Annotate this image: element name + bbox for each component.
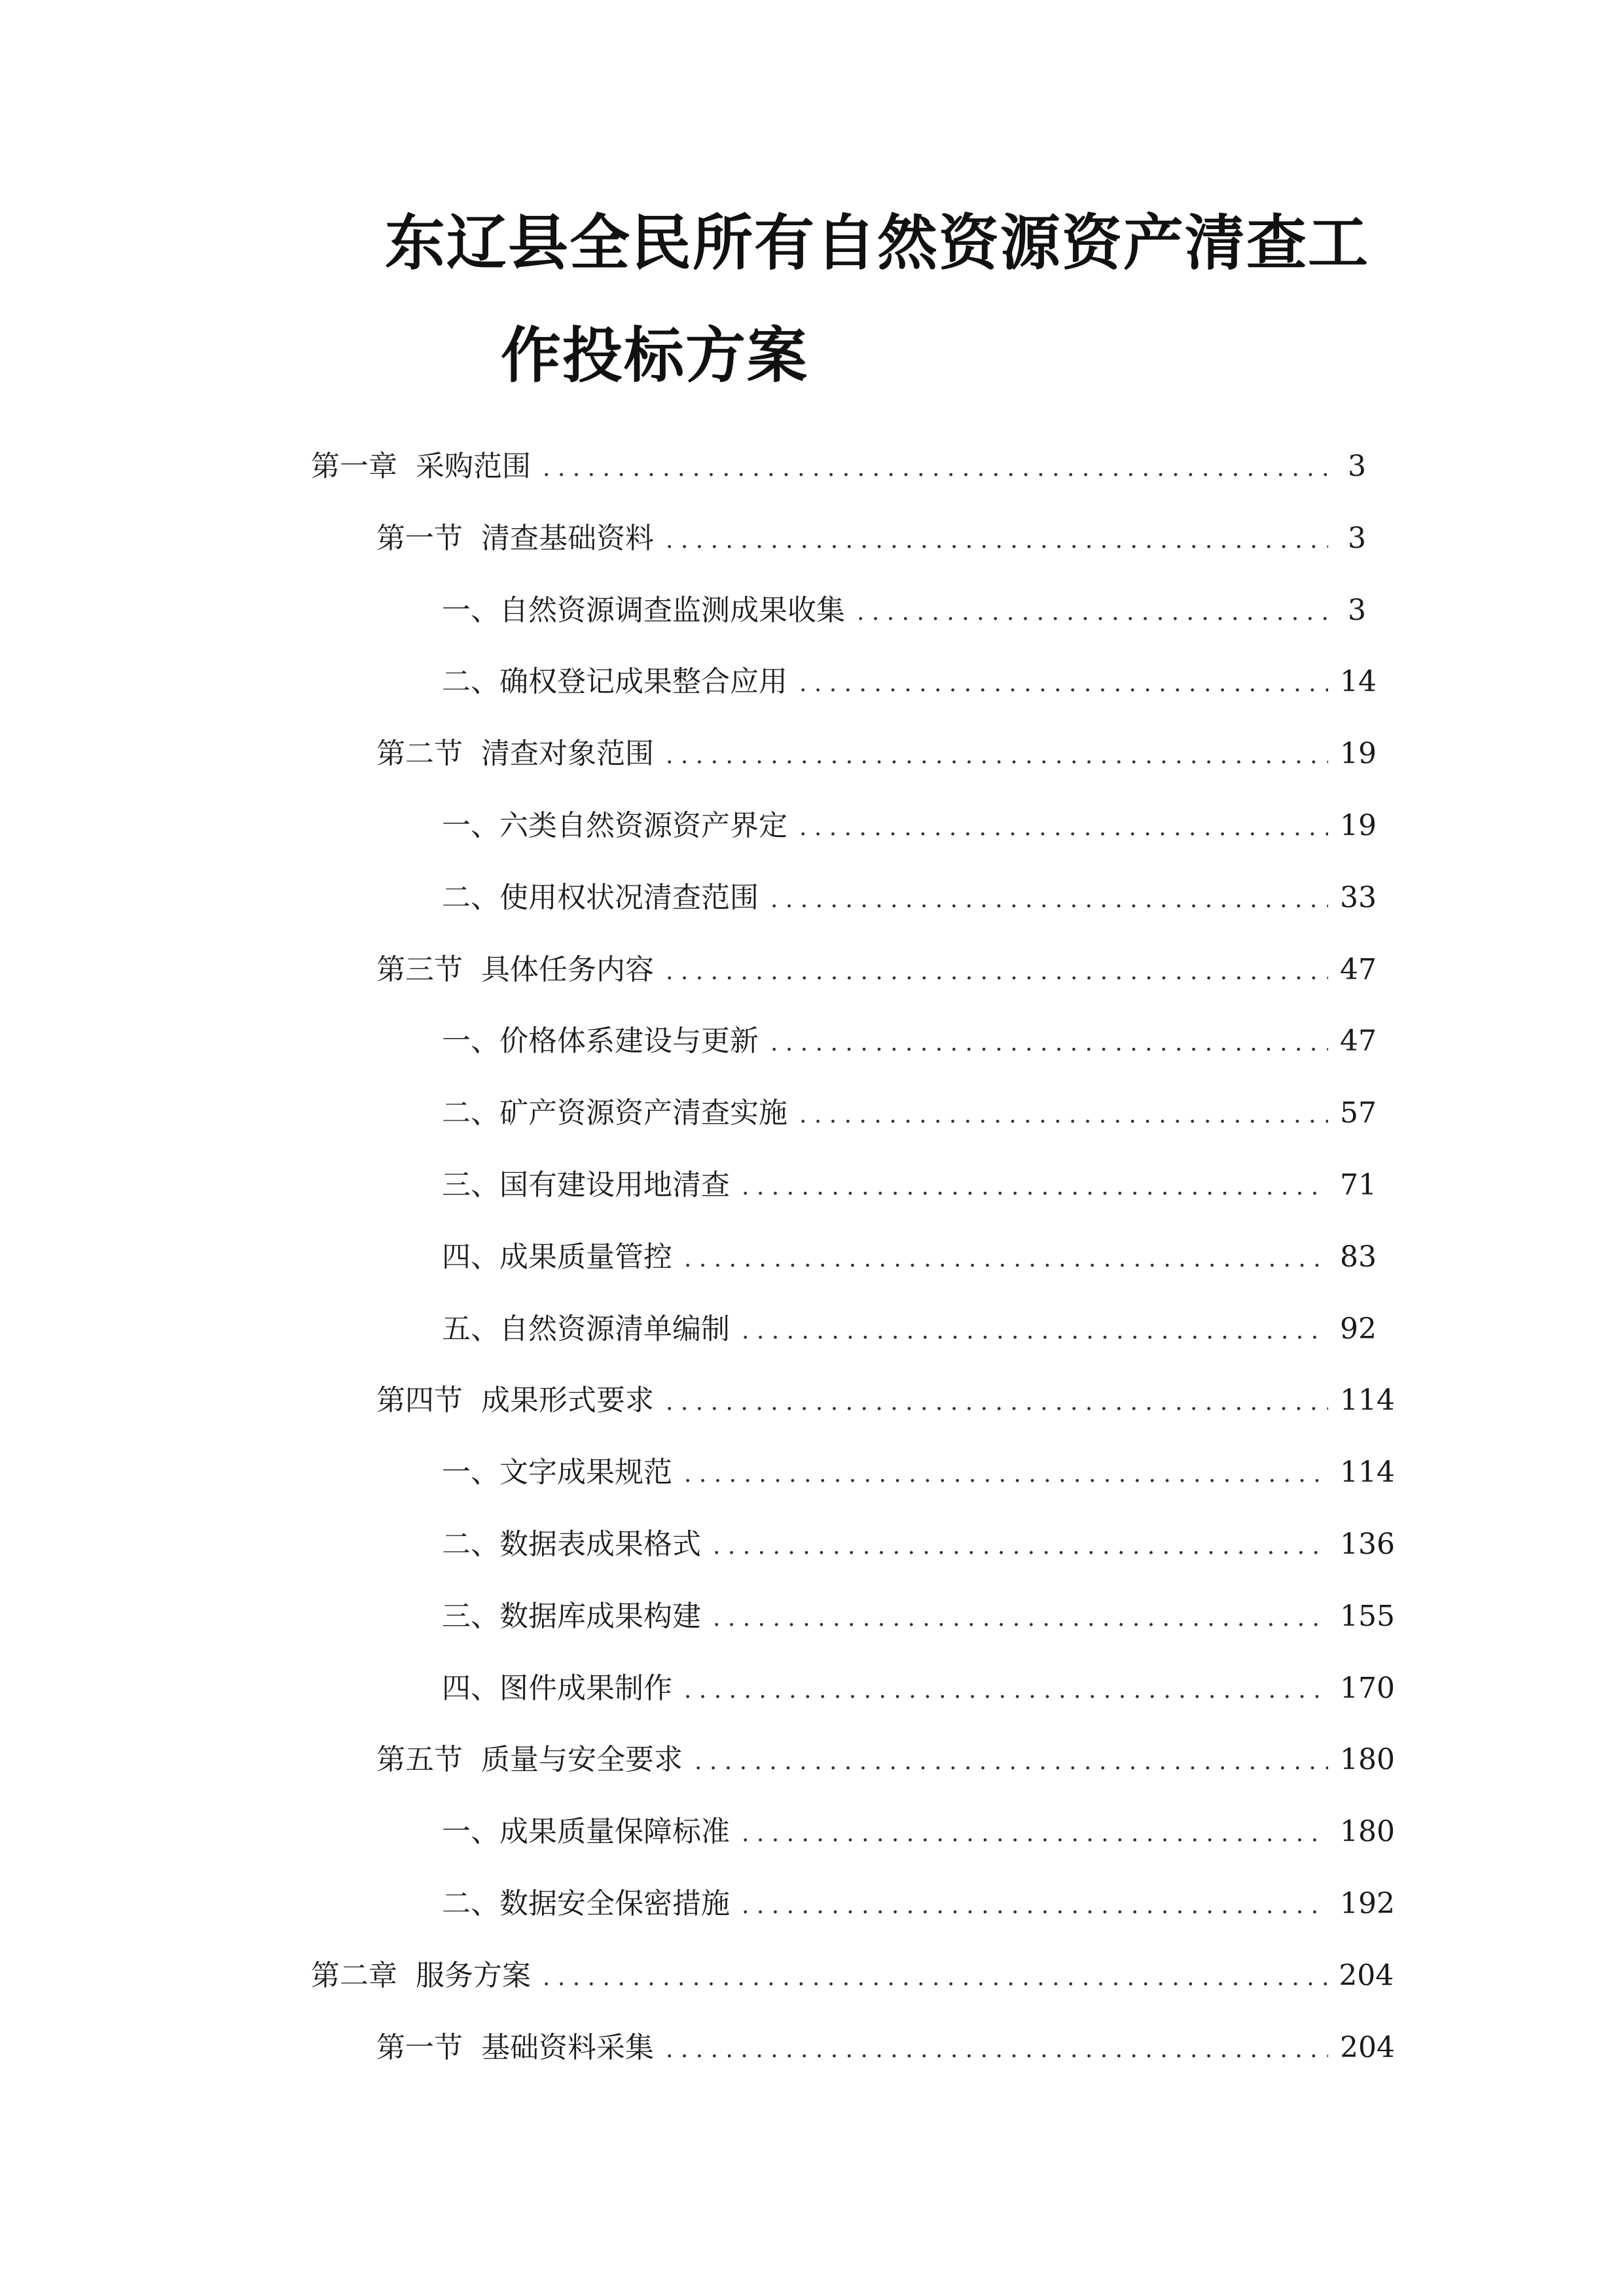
toc-entry-number: 二、 [442, 1887, 499, 1920]
toc-entry-page-number: 47 [1340, 1024, 1377, 1058]
toc-entry-page-number: 180 [1340, 1815, 1395, 1848]
toc-entry-number: 一、 [442, 594, 499, 627]
toc-entry-page-number: 3 [1348, 450, 1366, 483]
toc-entry-page-number: 136 [1340, 1528, 1395, 1561]
toc-entry-label: 六类自然资源资产界定 [499, 809, 787, 842]
toc-dot-leader [684, 1240, 1328, 1279]
toc-dot-leader [543, 1958, 1327, 1998]
toc-dot-leader [666, 952, 1328, 992]
toc-entry-label: 清查对象范围 [481, 737, 654, 770]
toc-dot-leader [742, 1886, 1328, 1926]
toc-entry[interactable] [376, 1740, 1395, 1780]
toc-dot-leader [770, 1024, 1328, 1063]
toc-dot-leader [799, 1096, 1328, 1135]
toc-entry-number: 一、 [442, 1024, 499, 1058]
toc-entry-number: 二、 [442, 881, 499, 914]
toc-entry[interactable] [376, 519, 1366, 558]
toc-entry[interactable] [442, 1597, 1395, 1636]
toc-entry-page-number: 155 [1340, 1600, 1395, 1633]
toc-entry-label: 服务方案 [416, 1959, 531, 1992]
toc-entry-label: 国有建设用地清查 [499, 1168, 730, 1202]
toc-entry-label: 成果质量保障标准 [499, 1815, 730, 1848]
toc-entry[interactable] [442, 1453, 1395, 1492]
toc-dot-leader [742, 1168, 1328, 1207]
toc-entry[interactable] [442, 1310, 1377, 1349]
toc-entry[interactable] [376, 950, 1377, 990]
toc-entry-page-number: 19 [1340, 737, 1377, 770]
toc-entry-label: 数据安全保密措施 [499, 1887, 730, 1920]
toc-entry-label: 质量与安全要求 [481, 1743, 683, 1776]
toc-entry-page-number: 170 [1340, 1672, 1395, 1705]
toc-entry-label: 使用权状况清查范围 [499, 881, 759, 914]
toc-entry-page-number: 47 [1340, 953, 1377, 986]
toc-entry-page-number: 192 [1340, 1887, 1395, 1920]
toc-entry-number: 一、 [442, 1456, 499, 1489]
toc-entry-label: 数据库成果构建 [499, 1600, 701, 1633]
toc-entry-page-number: 114 [1340, 1456, 1395, 1489]
toc-dot-leader [543, 449, 1328, 488]
toc-dot-leader [684, 1671, 1328, 1710]
toc-entry-number: 三、 [442, 1168, 499, 1202]
toc-entry-number: 二、 [442, 665, 499, 698]
toc-entry[interactable] [442, 878, 1377, 918]
toc-entry-label: 图件成果制作 [499, 1672, 672, 1705]
toc-entry-label: 成果质量管控 [499, 1240, 672, 1274]
toc-entry-label: 采购范围 [416, 450, 531, 483]
toc-entry-number: 第二节 [376, 737, 463, 770]
toc-entry[interactable] [442, 1166, 1377, 1205]
toc-entry-page-number: 3 [1348, 522, 1366, 555]
toc-entry[interactable] [442, 1669, 1395, 1708]
toc-dot-leader [770, 880, 1328, 920]
toc-entry-label: 价格体系建设与更新 [499, 1024, 759, 1058]
toc-dot-leader [713, 1599, 1328, 1638]
toc-entry-page-number: 71 [1340, 1168, 1377, 1202]
toc-dot-leader [742, 1814, 1328, 1854]
toc-dot-leader [666, 1383, 1328, 1422]
toc-dot-leader [742, 1312, 1328, 1351]
toc-entry-page-number: 83 [1340, 1240, 1377, 1274]
toc-entry-label: 确权登记成果整合应用 [499, 665, 787, 698]
toc-entry-page-number: 114 [1340, 1384, 1395, 1417]
toc-entry-number: 三、 [442, 1600, 499, 1633]
document-title-line-2: 作投标方案 [500, 321, 808, 391]
toc-entry[interactable] [376, 2028, 1395, 2068]
toc-entry-number: 第四节 [376, 1384, 463, 1417]
toc-entry-page-number: 33 [1340, 881, 1377, 914]
toc-dot-leader [695, 1742, 1328, 1782]
toc-entry[interactable] [376, 1381, 1395, 1420]
toc-entry-page-number: 14 [1340, 665, 1377, 698]
toc-entry-page-number: 19 [1340, 809, 1377, 842]
toc-dot-leader [713, 1527, 1328, 1566]
toc-entry-label: 文字成果规范 [499, 1456, 672, 1489]
toc-dot-leader [666, 2030, 1328, 2070]
toc-entry-number: 一、 [442, 1815, 499, 1848]
toc-entry-number: 第一章 [311, 450, 397, 483]
toc-entry[interactable] [376, 734, 1377, 774]
toc-dot-leader [666, 736, 1328, 776]
toc-entry-page-number: 180 [1340, 1743, 1395, 1776]
toc-entry-number: 一、 [442, 809, 499, 842]
toc-entry-page-number: 204 [1340, 2031, 1395, 2064]
toc-entry[interactable] [442, 1812, 1395, 1852]
toc-entry-number: 第一节 [376, 2031, 463, 2064]
toc-entry-page-number: 57 [1340, 1096, 1377, 1130]
toc-entry-number: 五、 [442, 1312, 499, 1346]
toc-dot-leader [799, 664, 1328, 704]
toc-entry[interactable] [442, 806, 1377, 846]
toc-entry[interactable] [442, 1238, 1377, 1277]
toc-entry[interactable] [442, 1022, 1377, 1061]
toc-entry[interactable] [311, 447, 1366, 486]
toc-entry-label: 基础资料采集 [481, 2031, 654, 2064]
toc-dot-leader [857, 593, 1328, 632]
toc-dot-leader [684, 1455, 1328, 1494]
toc-entry-label: 数据表成果格式 [499, 1528, 701, 1561]
toc-entry-label: 自然资源清单编制 [499, 1312, 730, 1346]
toc-entry[interactable] [442, 1094, 1377, 1133]
toc-entry-label: 矿产资源资产清查实施 [499, 1096, 787, 1130]
toc-entry-number: 二、 [442, 1096, 499, 1130]
toc-entry-label: 成果形式要求 [481, 1384, 654, 1417]
toc-entry-number: 四、 [442, 1672, 499, 1705]
toc-entry-label: 具体任务内容 [481, 953, 654, 986]
toc-dot-leader [799, 808, 1328, 848]
toc-entry-label: 清查基础资料 [481, 522, 654, 555]
toc-entry-page-number: 3 [1348, 594, 1366, 627]
toc-entry[interactable] [442, 1884, 1395, 1924]
toc-entry-number: 第三节 [376, 953, 463, 986]
toc-entry-number: 第一节 [376, 522, 463, 555]
toc-entry-number: 第五节 [376, 1743, 463, 1776]
toc-dot-leader [666, 521, 1328, 560]
toc-entry-number: 二、 [442, 1528, 499, 1561]
toc-entry-page-number: 204 [1339, 1959, 1394, 1992]
toc-entry-number: 第二章 [311, 1959, 397, 1992]
document-title-line-1: 东辽县全民所有自然资源资产清查工 [384, 208, 1369, 278]
toc-entry-number: 四、 [442, 1240, 499, 1274]
toc-entry-label: 自然资源调查监测成果收集 [499, 594, 845, 627]
toc-entry[interactable] [311, 1956, 1394, 1996]
toc-entry[interactable] [442, 662, 1377, 702]
toc-entry[interactable] [442, 591, 1366, 630]
toc-entry[interactable] [442, 1525, 1395, 1564]
toc-entry-page-number: 92 [1340, 1312, 1377, 1346]
